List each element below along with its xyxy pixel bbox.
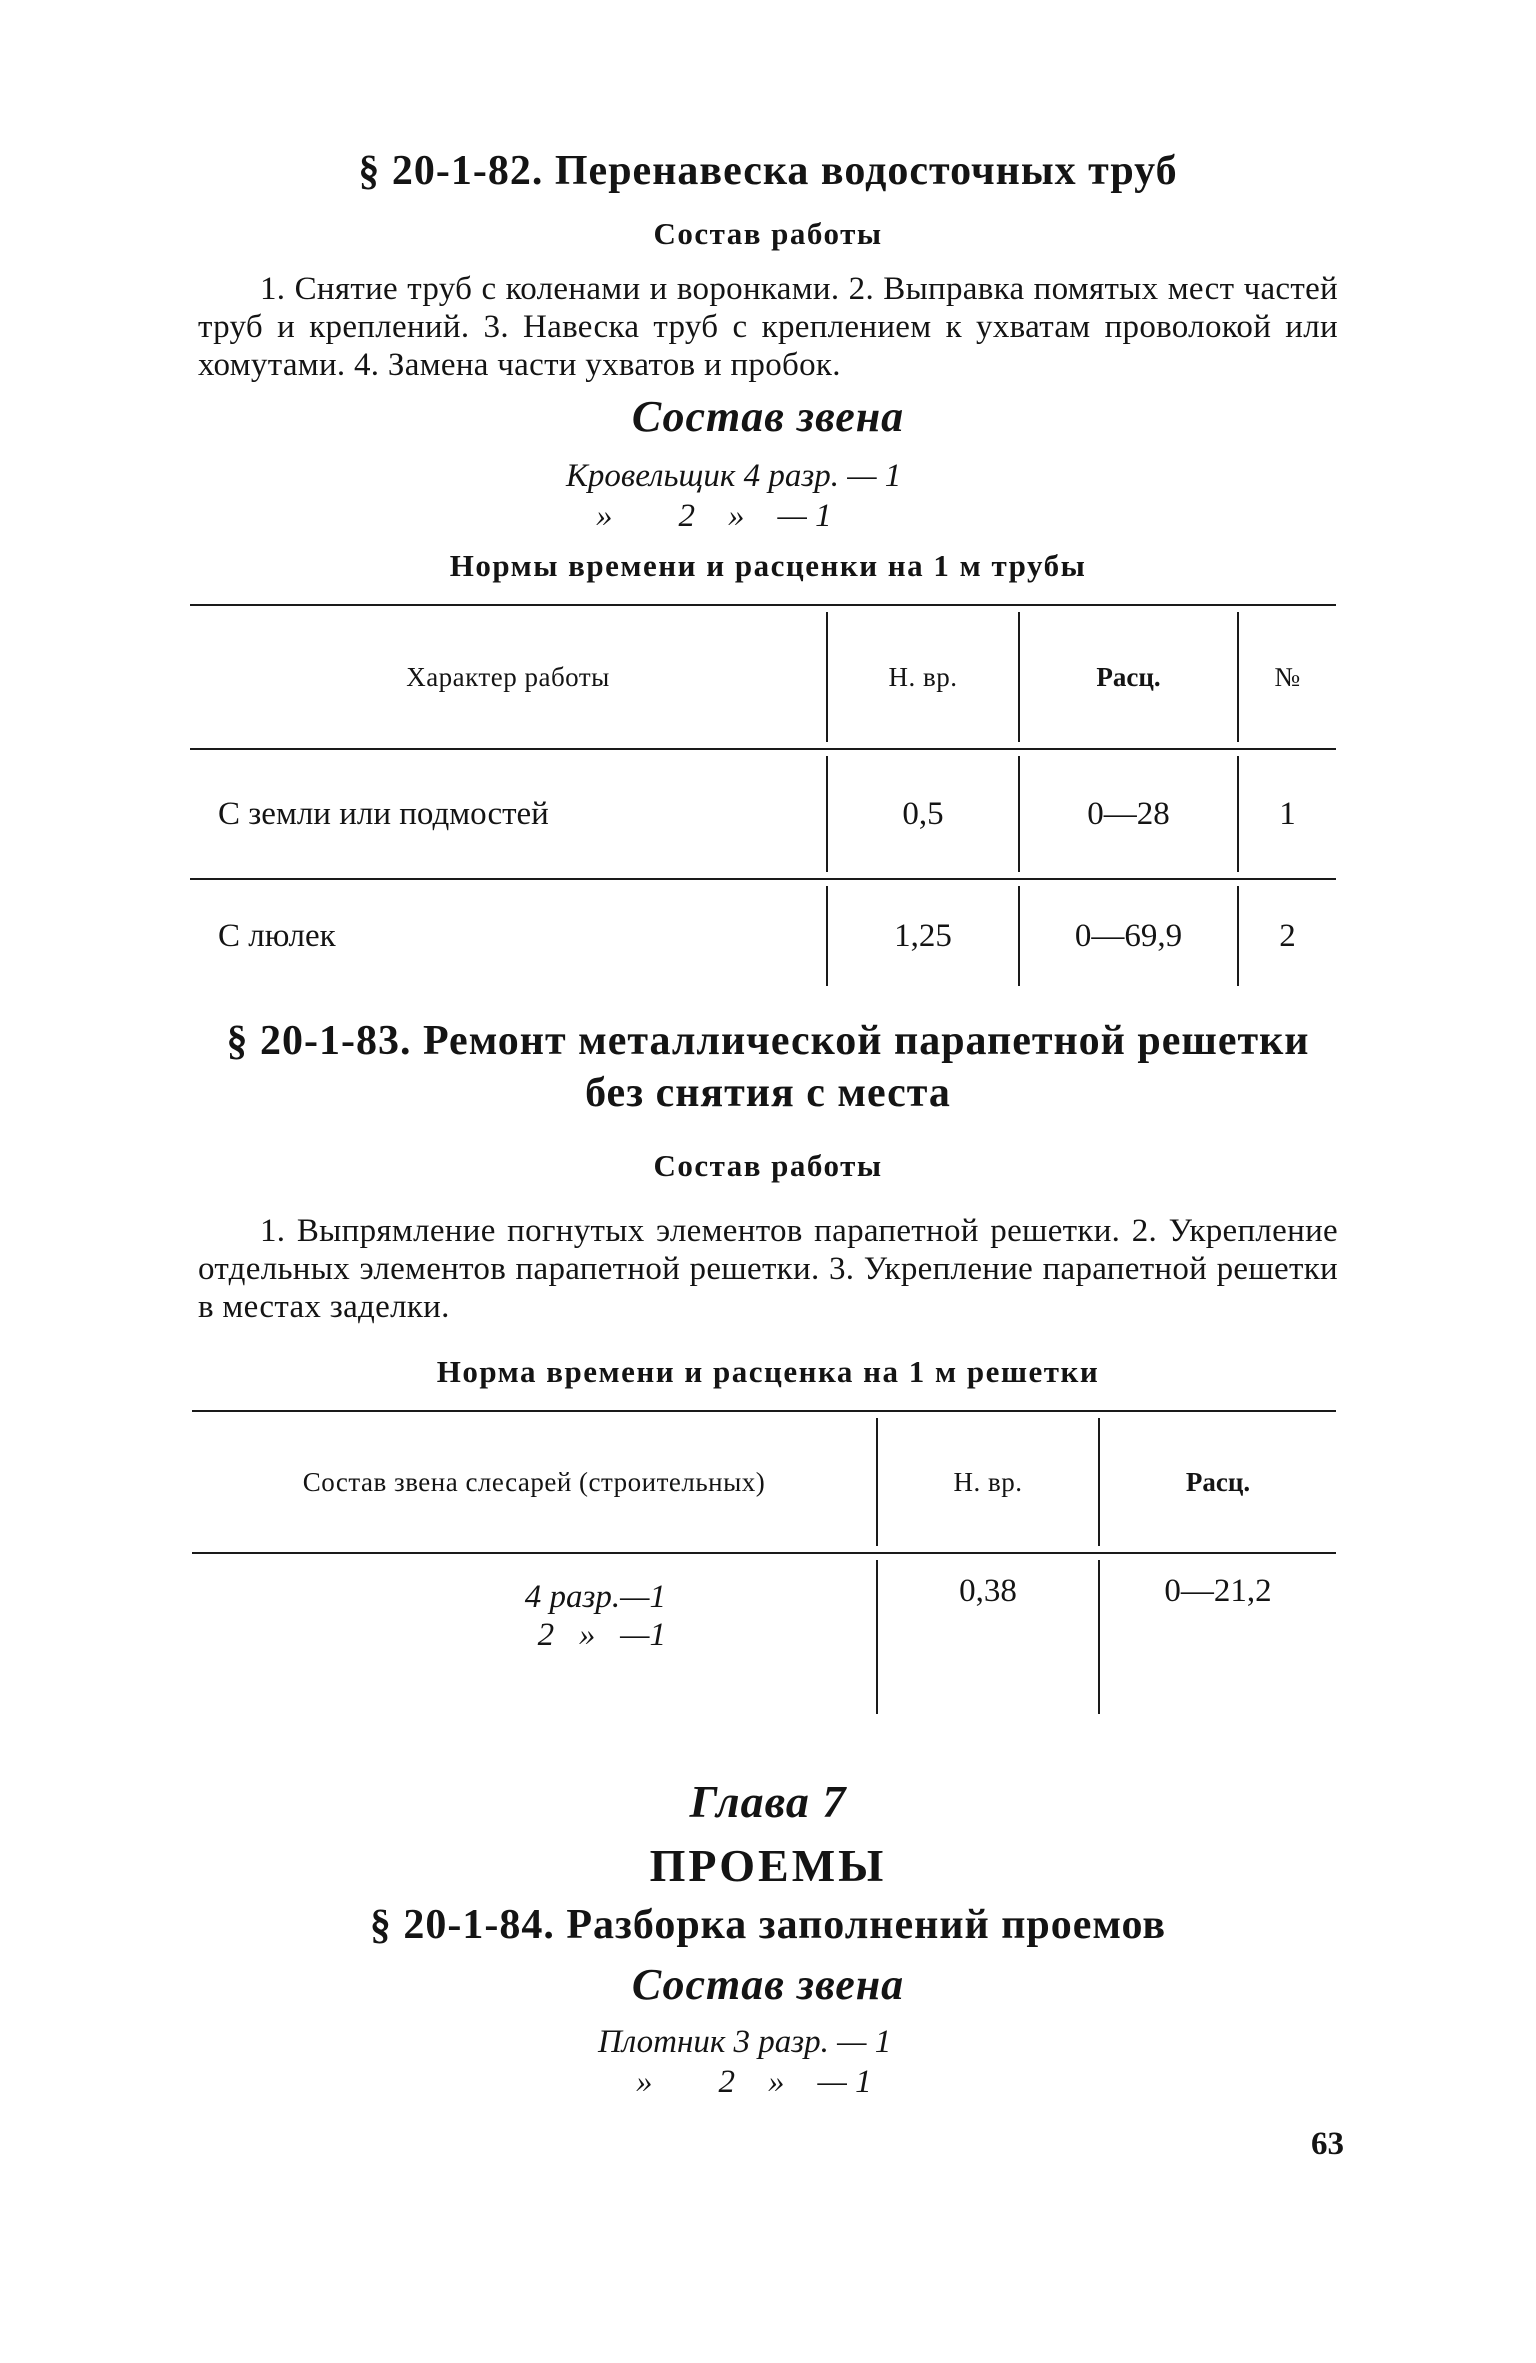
section-82-crew-heading: Состав звена (631, 392, 905, 441)
table-cell: 1,25 (894, 918, 952, 954)
section-83-title-line2: без снятия с места (585, 1070, 951, 1116)
section-83-work-text: 1. Выпрямление погнутых элементов парапетной решетки. 2. Укрепление отдельных элементов парапетной решетки. 3. Укрепление парапетной решетки в местах заделки. (198, 1213, 1338, 1325)
crew-line: 2 » —1 (537, 1617, 666, 1653)
table-cell: 0,38 (959, 1573, 1017, 1609)
table-header-cell: Состав звена слесарей (строительных) (302, 1467, 766, 1497)
table-cell: 0—28 (1087, 796, 1170, 832)
table-cell: 0,5 (902, 796, 944, 832)
section-84-crew-list (598, 2022, 891, 2102)
table-cell: С земли или подмостей (218, 796, 549, 832)
page-number: 63 (1311, 2126, 1344, 2162)
table-header-cell: Характер работы (406, 662, 610, 692)
table-crew-cell (400, 1578, 666, 1654)
section-82-work-text: 1. Снятие труб с коленами и воронками. 2. Выправка помятых мест частей труб и креплений. 3. Навеска труб с креплением к ухватам проволокой или хомутами. 4. Замена части ухватов и пробок. (198, 271, 1338, 383)
section-82-crew-list (566, 456, 901, 536)
section-82-work-heading: Состав работы (653, 216, 883, 251)
table-header-cell: Расц. (1185, 1467, 1251, 1497)
crew-line: » 2 » — 1 (596, 498, 832, 534)
crew-line: Плотник 3 разр. — 1 (598, 2024, 892, 2060)
section-84-title: § 20-1-84. Разборка заполнений проемов (369, 1902, 1167, 1948)
section-82-title: § 20-1-82. Перенавеска водосточных труб (358, 148, 1178, 194)
chapter-label: Глава 7 (689, 1776, 847, 1827)
table-header-cell: Н. вр. (888, 662, 958, 692)
table-cell: 2 (1279, 918, 1296, 954)
table-header-cell: Н. вр. (953, 1467, 1023, 1497)
table-header-cell: № (1274, 662, 1301, 692)
table-cell: 0—21,2 (1164, 1573, 1272, 1609)
section-82-norms-heading: Нормы времени и расценки на 1 м трубы (449, 548, 1087, 583)
section-83-title-line1: § 20-1-83. Ремонт металлической парапетной решетки (226, 1018, 1310, 1064)
table-cell: 0—69,9 (1074, 918, 1183, 954)
table-header-cell: Расц. (1096, 662, 1161, 692)
chapter-title: ПРОЕМЫ (649, 1840, 887, 1891)
crew-line: » 2 » — 1 (636, 2064, 872, 2100)
section-83-norms-heading: Норма времени и расценка на 1 м решетки (436, 1354, 1100, 1389)
crew-line: Кровельщик 4 разр. — 1 (566, 458, 902, 494)
section-83-work-heading: Состав работы (653, 1148, 883, 1183)
section-84-crew-heading: Состав звена (631, 1960, 905, 2009)
crew-line: 4 разр.—1 (524, 1579, 666, 1615)
table-cell: С люлек (218, 918, 336, 954)
table-cell: 1 (1279, 796, 1296, 832)
